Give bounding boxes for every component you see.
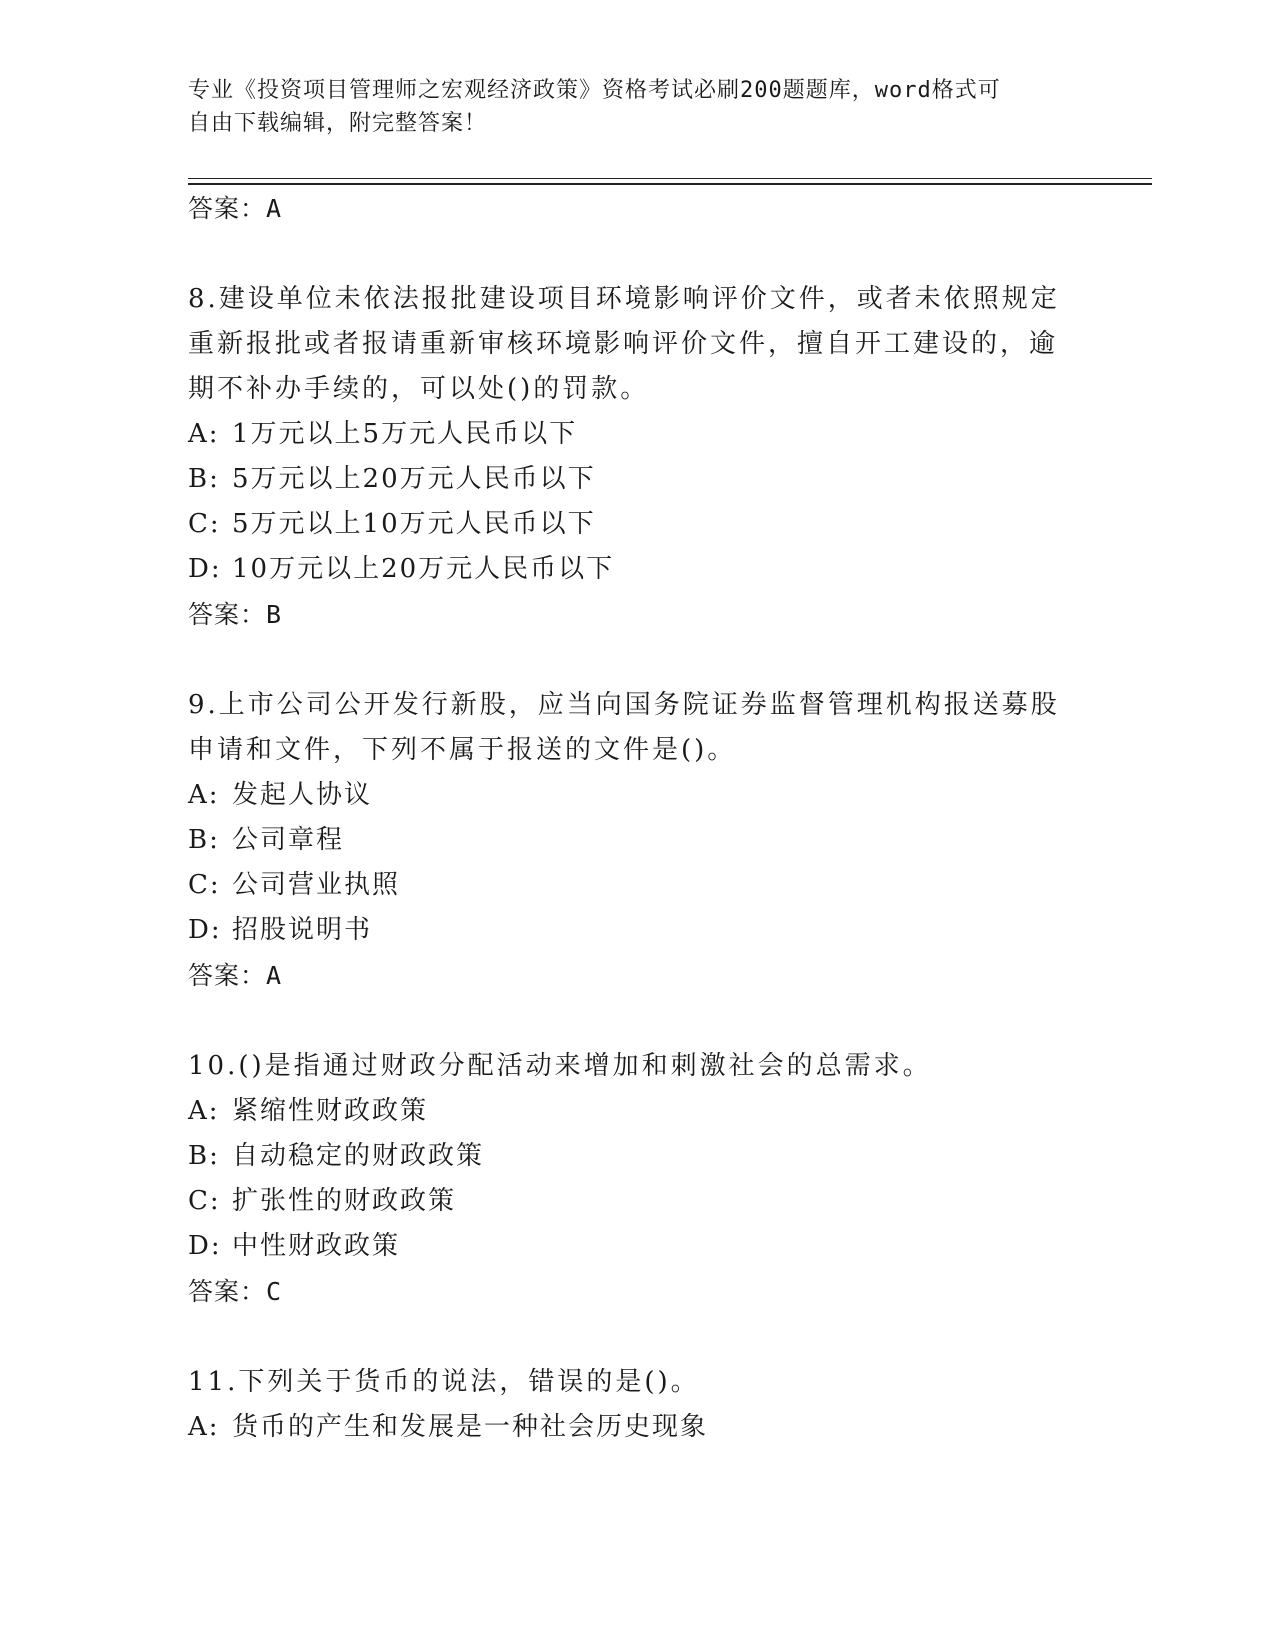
option-letter: B: xyxy=(188,1141,220,1171)
option-c xyxy=(188,863,1068,908)
option-b xyxy=(188,457,1068,502)
option-text: 招股说明书 xyxy=(232,915,373,945)
option-letter: B: xyxy=(188,825,220,855)
question-stem: 10.()是指通过财政分配活动来增加和刺激社会的总需求。 xyxy=(188,1051,932,1081)
option-letter: D: xyxy=(188,915,222,945)
option-a xyxy=(188,773,1068,818)
option-letter: A: xyxy=(188,780,220,810)
option-text: 发起人协议 xyxy=(232,780,373,810)
option-text: 5万元以上10万元人民币以下 xyxy=(232,509,596,539)
option-a xyxy=(188,1089,1068,1134)
option-d xyxy=(188,908,1068,953)
option-c xyxy=(188,1179,1068,1224)
question-stem: 8.建设单位未依法报批建设项目环境影响评价文件，或者未依照规定重新报批或者报请重新审核环境影响评价文件，擅自开工建设的，逾期不补办手续的，可以处()的罚款。 xyxy=(188,284,1060,404)
option-text: 10万元以上20万元人民币以下 xyxy=(232,554,615,584)
option-letter: A: xyxy=(188,419,220,449)
option-letter: D: xyxy=(188,1231,222,1261)
answer-line: 答案：B xyxy=(188,600,283,629)
option-letter: C: xyxy=(188,870,221,900)
header-divider-thin xyxy=(188,178,1152,179)
option-letter: C: xyxy=(188,1186,221,1216)
option-b xyxy=(188,1134,1068,1179)
option-letter: A: xyxy=(188,1412,220,1442)
option-a xyxy=(188,1405,1068,1450)
question-8 xyxy=(188,277,1068,638)
option-d xyxy=(188,1224,1068,1269)
option-letter: D: xyxy=(188,554,222,584)
question-10 xyxy=(188,1044,1068,1315)
header-title-line-2: 自由下载编辑，附完整答案！ xyxy=(188,111,488,136)
answer-line: 答案：A xyxy=(188,961,283,990)
option-text: 公司章程 xyxy=(232,825,345,855)
option-text: 紧缩性财政政策 xyxy=(232,1096,429,1126)
option-text: 货币的产生和发展是一种社会历史现象 xyxy=(232,1412,709,1442)
question-9 xyxy=(188,683,1068,999)
header-title-line-1: 专业《投资项目管理师之宏观经济政策》资格考试必刷200题题库，word格式可 xyxy=(188,78,1001,103)
question-stem: 9.上市公司公开发行新股，应当向国务院证券监督管理机构报送募股申请和文件，下列不属于报送的文件是()。 xyxy=(188,690,1060,765)
question-stem: 11.下列关于货币的说法，错误的是()。 xyxy=(188,1367,700,1397)
option-text: 公司营业执照 xyxy=(232,870,401,900)
option-letter: C: xyxy=(188,509,221,539)
option-letter: B: xyxy=(188,464,220,494)
option-text: 中性财政政策 xyxy=(232,1231,401,1261)
option-text: 1万元以上5万元人民币以下 xyxy=(232,419,578,449)
answer-line: 答案：C xyxy=(188,1277,283,1306)
option-c xyxy=(188,502,1068,547)
option-text: 扩张性的财政政策 xyxy=(232,1186,457,1216)
option-b xyxy=(188,818,1068,863)
document-header xyxy=(188,74,1068,140)
option-text: 自动稳定的财政政策 xyxy=(232,1141,485,1171)
option-text: 5万元以上20万元人民币以下 xyxy=(232,464,596,494)
question-11 xyxy=(188,1360,1068,1450)
previous-answer: 答案：A xyxy=(188,194,283,223)
question-list xyxy=(188,186,1068,1450)
option-a xyxy=(188,412,1068,457)
option-letter: A: xyxy=(188,1096,220,1126)
header-divider-thick xyxy=(188,183,1152,185)
option-d xyxy=(188,547,1068,592)
